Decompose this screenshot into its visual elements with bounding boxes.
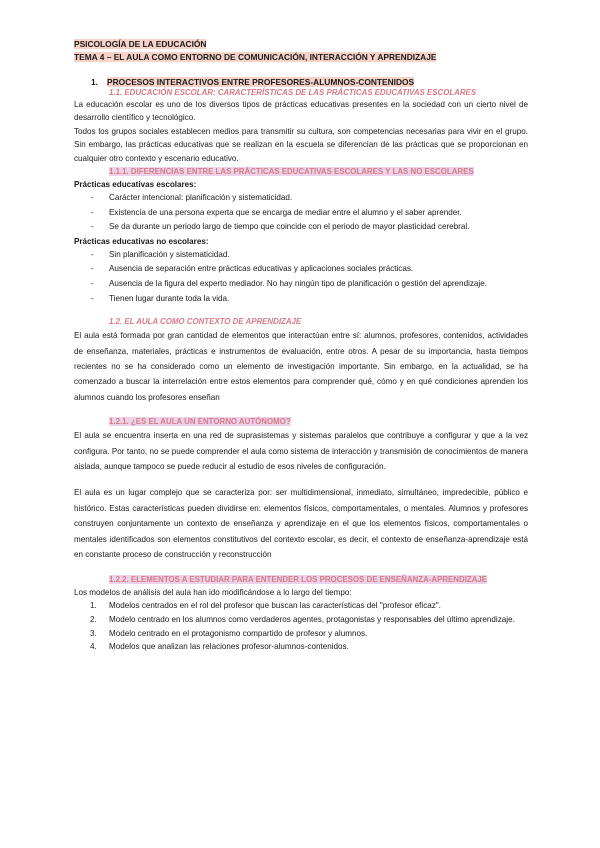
- list-item: - Ausencia de separación entre prácticas educativas y aplicaciones sociales prácticas.: [74, 262, 528, 277]
- list-item: - Existencia de una persona experta que se encarga de mediar entre el alumno y el saber aprender.: [74, 206, 528, 221]
- section-1-1-1-heading: 1.1.1. DIFERENCIAS ENTRE LAS PRÁCTICAS EDUCATIVAS ESCOLARES Y LAS NO ESCOLARES: [109, 167, 474, 177]
- document-page: [74, 38, 528, 654]
- list-item: 2. Modelo centrado en los alumnos como verdaderos agentes, protagonistas y responsables del último aprendizaje.: [90, 614, 515, 624]
- section-1-2-1-heading: 1.2.1. ¿ES EL AULA UN ENTORNO AUTÓNOMO?: [109, 417, 291, 427]
- section-1-2-1-paragraph-1: El aula se encuentra inserta en una red de suprasistemas y sistemas paralelos que contribuye a configurar y que a la vez configura. Por tanto, no se puede comprender el aula como sistema de interacción y transmisión de conocimientos de manera aislada, aunque tampoco se puede reducir al estudio de esos niveles de configuración.: [74, 431, 528, 472]
- section-1-title: PROCESOS INTERACTIVOS ENTRE PROFESORES-ALUMNOS-CONTENIDOS: [107, 77, 415, 87]
- school-practices-label: Prácticas educativas escolares:: [74, 180, 197, 190]
- school-practices-list: [74, 191, 528, 235]
- section-1-heading: [74, 76, 528, 88]
- nonschool-practices-label: Prácticas educativas no escolares:: [74, 236, 209, 246]
- section-1-2-2-intro: Los modelos de análisis del aula han ido modificándose a lo largo del tiempo:: [74, 587, 352, 597]
- list-item: 3. Modelo centrado en el protagonismo compartido de profesor y alumnos.: [90, 628, 368, 638]
- section-1-2-heading: 1.2. EL AULA COMO CONTEXTO DE APRENDIZAJE: [109, 317, 302, 327]
- list-item: - Sin planificación y sistematicidad.: [74, 248, 528, 263]
- section-1-1-paragraph-2: Todos los grupos sociales establecen medios para transmitir su cultura, son competencias necesarias para vivir en el grupo. Sin embargo, las prácticas educativas que se realizan en la escuela se diferencian de las prácticas que se proporcionan en cualquier otro contexto y escenario educativo.: [74, 126, 528, 163]
- list-item: - Se da durante un periodo largo de tiempo que coincide con el periodo de mayor plasticidad cerebral.: [74, 220, 528, 235]
- nonschool-practices-list: [74, 248, 528, 306]
- section-1-1-paragraph-1: La educación escolar es uno de los diversos tipos de prácticas educativas presentes en la sociedad con un cierto nivel de desarrollo científico y tecnológico.: [74, 100, 528, 123]
- section-1-2-1-paragraph-2: El aula es un lugar complejo que se caracteriza por: ser multidimensional, inmediato, simultáneo, impredecible, público e histórico. Estas características pueden dividirse en: elementos físicos, comportamentales, o mentales. Alumnos y profesores construyen conjuntamente un contexto de enseñanza y aprendizaje en el que los elementos físicos, comportamentales o mentales identificados son elementos constitutivos del contexto escolar, es decir, el contexto de enseñanza-aprendizaje está en constante proceso de construcción y reconstrucción: [74, 488, 528, 560]
- paragraph-gap: [74, 475, 528, 485]
- list-item: 1. Modelos centrados en el rol del profesor que buscan las características del "profesor eficaz".: [90, 601, 441, 611]
- list-item: 4. Modelos que analizan las relaciones profesor-alumnos-contenidos.: [90, 642, 349, 652]
- course-title: PSICOLOGÍA DE LA EDUCACIÓN: [74, 39, 207, 49]
- analysis-models-list: [74, 599, 528, 653]
- list-item: - Carácter intencional: planificación y sistematicidad.: [74, 191, 528, 206]
- section-1-number: 1.: [91, 77, 98, 87]
- list-item: - Tienen lugar durante toda la vida.: [74, 292, 528, 307]
- topic-title: TEMA 4 – EL AULA COMO ENTORNO DE COMUNICACIÓN, INTERACCIÓN Y APRENDIZAJE: [74, 52, 437, 62]
- list-item: - Ausencia de la figura del experto mediador. No hay ningún tipo de planificación o gestión del aprendizaje.: [74, 277, 528, 292]
- section-1-2-paragraph-1: El aula está formada por gran cantidad de elementos que interactúan entre sí: alumnos, profesores, contenidos, actividades de enseñanza, materiales, prácticas e instrumentos de evaluación, entre otros. A pesar de su importancia, hasta tiempos recientes no se ha considerado como un elemento de investigación importante. Sin embargo, en la actualidad, se ha comenzado a buscar la interrelación entre estos elementos para comprender qué, cómo y en qué condiciones aprenden los alumnos cuando los profesores enseñan: [74, 331, 528, 402]
- section-1-1-heading: 1.1. EDUCACIÓN ESCOLAR: CARACTERÍSTICAS DE LAS PRÁCTICAS EDUCATIVAS ESCOLARES: [109, 88, 477, 97]
- section-1-2-2-heading: 1.2.2. ELEMENTOS A ESTUDIAR PARA ENTENDER LOS PROCESOS DE ENSEÑANZA-APRENDIZAJE: [109, 574, 488, 584]
